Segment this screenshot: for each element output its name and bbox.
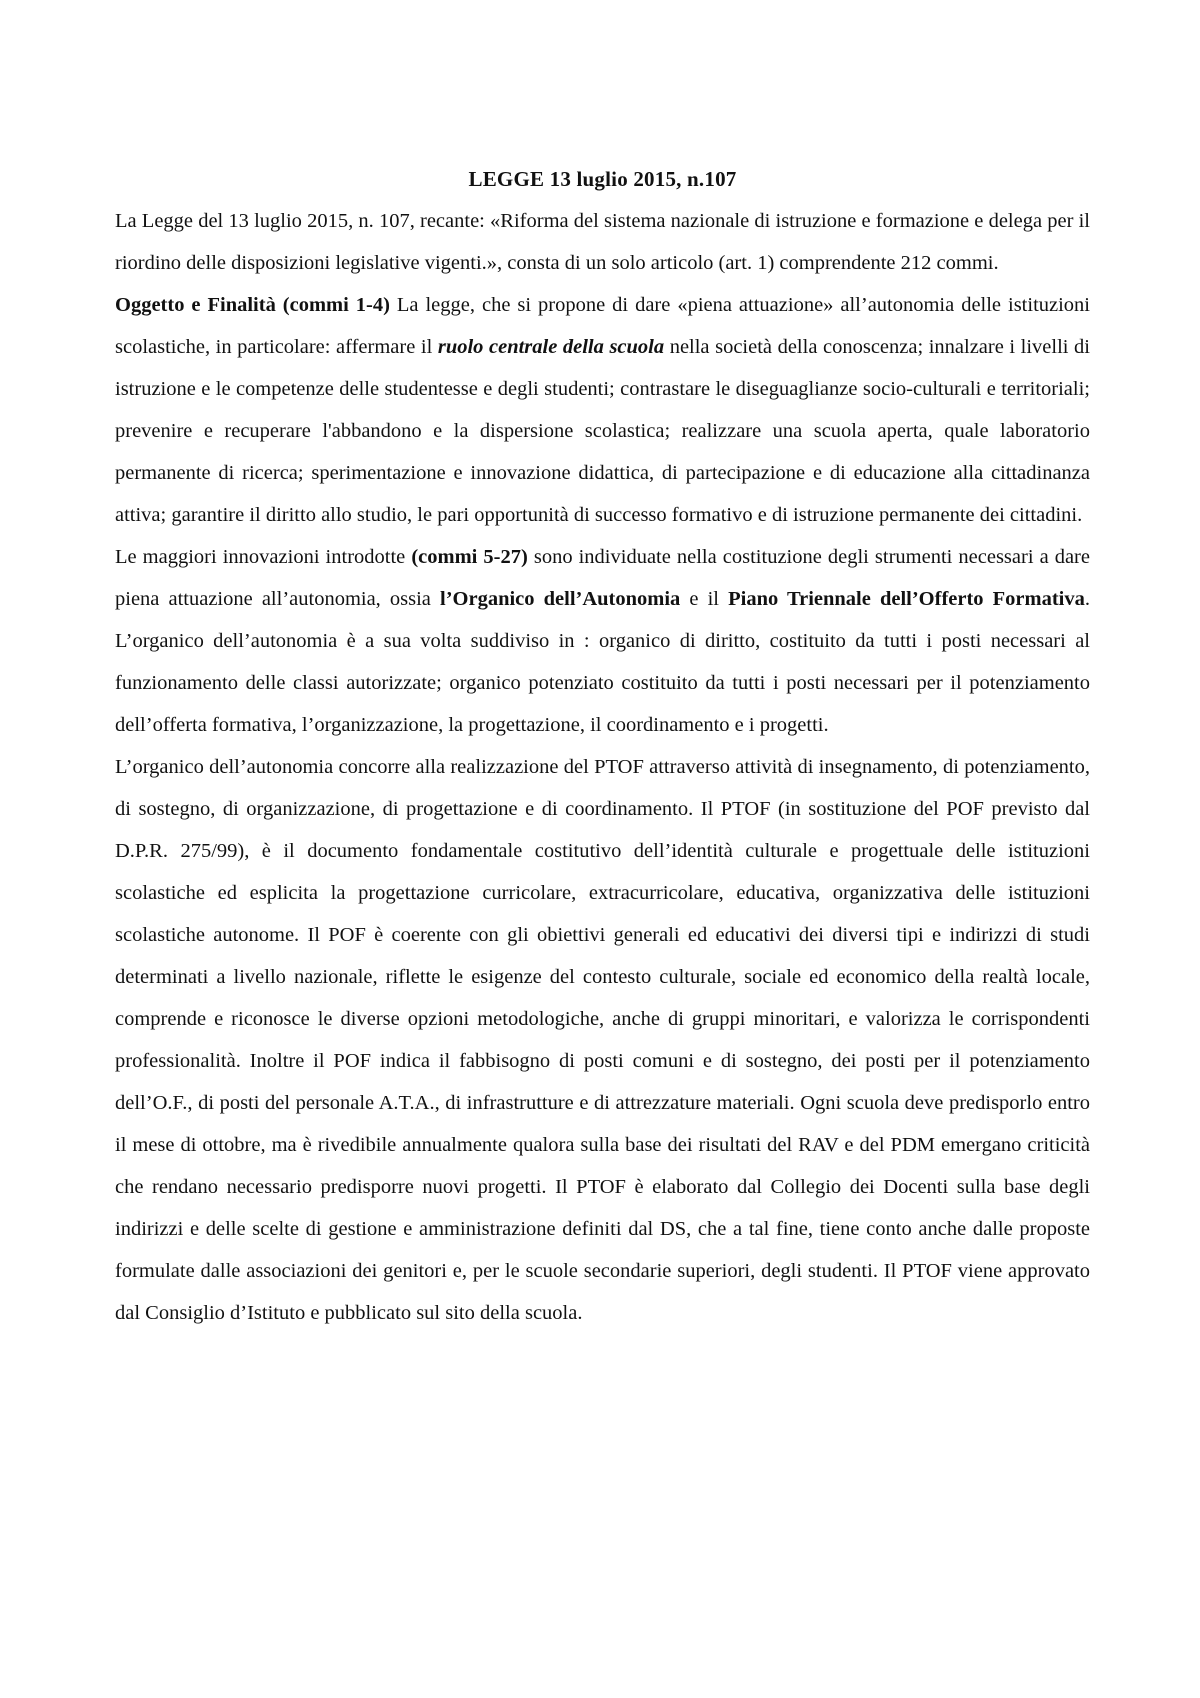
- innovations-text-b: sono individuate nella costituzione degli strumenti necessari a dare piena attuazione all’autonomia, ossia: [115, 546, 1090, 610]
- purpose-text-a: La legge, che si propone di dare «piena attuazione» all’autonomia delle istituzioni scolastiche, in particolare: affermare il: [115, 294, 1090, 358]
- innovations-text-c: e il: [680, 588, 729, 610]
- commi-reference: (commi 5-27): [411, 546, 528, 568]
- intro-paragraph: La Legge del 13 luglio 2015, n. 107, recante: «Riforma del sistema nazionale di istruzione e formazione e delega per il riordino delle disposizioni legislative vigenti.», consta di un solo articolo (art. 1) comprendente 212 commi.: [115, 210, 1090, 274]
- innovations-text-d: . L’organico dell’autonomia è a sua volta suddiviso in : organico di diritto, costituito da tutti i posti necessari al funzionamento delle classi autorizzate; organico potenziato costituito da tutti i posti necessari per il potenziamento dell’offerta formativa, l’organizzazione, la progettazione, il coordinamento e i progetti.: [115, 588, 1090, 736]
- page-title: LEGGE 13 luglio 2015, n.107: [468, 167, 737, 191]
- document-page: [115, 158, 1090, 1334]
- section-heading-purpose: Oggetto e Finalità (commi 1-4): [115, 294, 390, 316]
- term-piano-triennale: Piano Triennale dell’Offerto Formativa: [728, 588, 1085, 610]
- purpose-text-b: nella società della conoscenza; innalzare i livelli di istruzione e le competenze delle studentesse e degli studenti; contrastare le diseguaglianze socio-culturali e territoriali; prevenire e recuperare l'abbandono e la dispersione scolastica; realizzare una scuola aperta, quale laboratorio permanente di ricerca; sperimentazione e innovazione didattica, di partecipazione e di educazione alla cittadinanza attiva; garantire il diritto allo studio, le pari opportunità di successo formativo e di istruzione permanente dei cittadini.: [115, 336, 1091, 526]
- ptof-paragraph: L’organico dell’autonomia concorre alla realizzazione del PTOF attraverso attività di insegnamento, di potenziamento, di sostegno, di organizzazione, di progettazione e di coordinamento. Il PTOF (in sostituzione del POF previsto dal D.P.R. 275/99), è il documento fondamentale costitutivo dell’identità culturale e progettuale delle istituzioni scolastiche ed esplicita la progettazione curricolare, extracurricolare, educativa, organizzativa delle istituzioni scolastiche autonome. Il POF è coerente con gli obiettivi generali ed educativi dei diversi tipi e indirizzi di studi determinati a livello nazionale, riflette le esigenze del contesto culturale, sociale ed economico della realtà locale, comprende e riconosce le diverse opzioni metodologiche, anche di gruppi minoritari, e valorizza le corrispondenti professionalità. Inoltre il POF indica il fabbisogno di posti comuni e di sostegno, dei posti per il potenziamento dell’O.F., di posti del personale A.T.A., di infrastrutture e di attrezzature materiali. Ogni scuola deve predisporlo entro il mese di ottobre, ma è rivedibile annualmente qualora sulla base dei risultati del RAV e del PDM emergano criticità che rendano necessario predisporre nuovi progetti. Il PTOF è elaborato dal Collegio dei Docenti sulla base degli indirizzi e delle scelte di gestione e amministrazione definiti dal DS, che a tal fine, tiene conto anche dalle proposte formulate dalle associazioni dei genitori e, per le scuole secondarie superiori, degli studenti. Il PTOF viene approvato dal Consiglio d’Istituto e pubblicato sul sito della scuola.: [115, 756, 1090, 1324]
- purpose-paragraph: [115, 284, 1090, 536]
- term-organico-autonomia: l’Organico dell’Autonomia: [440, 588, 681, 610]
- emphasis-central-role: ruolo centrale della scuola: [437, 336, 665, 358]
- innovations-paragraph: [115, 536, 1090, 746]
- innovations-text-a: Le maggiori innovazioni introdotte: [115, 546, 412, 568]
